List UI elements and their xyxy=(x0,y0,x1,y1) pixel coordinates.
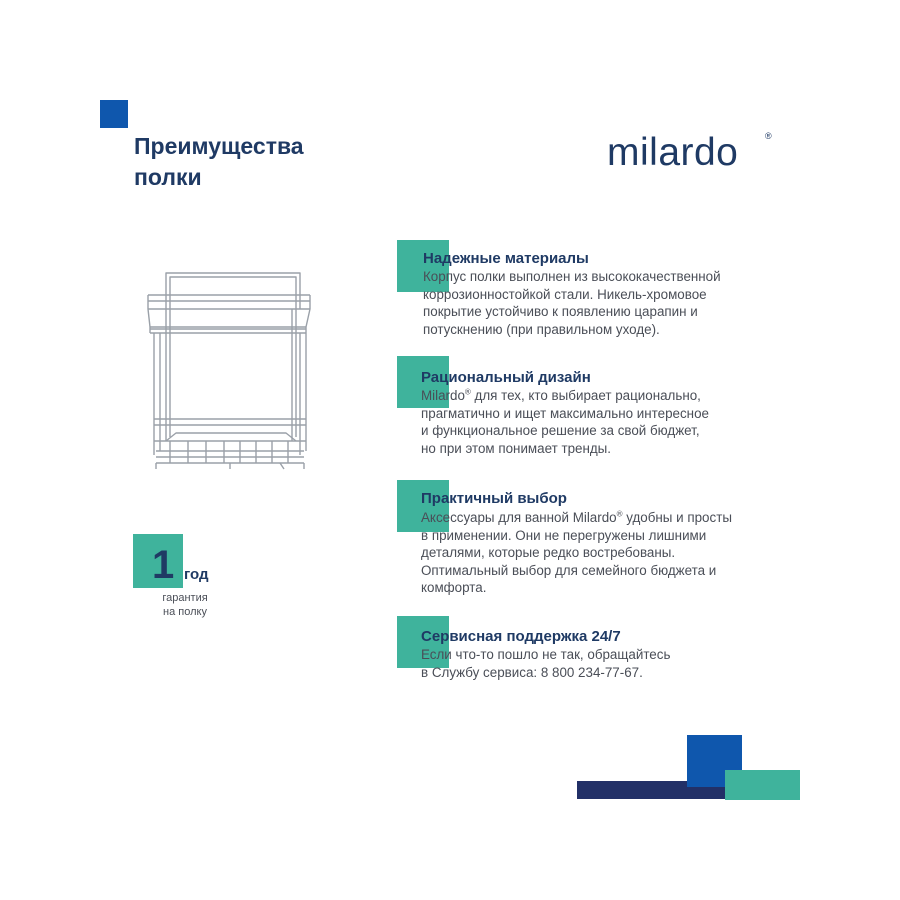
warranty-caption-line2: на полку xyxy=(163,606,207,618)
page-title-line1: Преимущества xyxy=(134,133,304,159)
feature-line-end: удобны и просты xyxy=(622,510,732,525)
feature-line-rest: для тех, кто выбирает рационально, xyxy=(470,388,701,403)
feature-registered-mark: ® xyxy=(464,387,471,397)
feature-line: покрытие устойчиво к появлению царапин и xyxy=(423,304,698,319)
feature-registered-mark: ® xyxy=(616,509,623,519)
feature-line: но при этом понимает тренды. xyxy=(421,440,612,456)
warranty-caption xyxy=(150,591,220,619)
feature-line: Если что-то пошло не так, обращайтесь xyxy=(421,647,671,662)
warranty-number: 1 xyxy=(152,543,175,587)
shelf-product-image xyxy=(140,265,320,475)
feature-line: комфорта. xyxy=(421,580,487,595)
warranty-unit: год xyxy=(184,566,209,583)
feature-line: в Службу сервиса: 8 800 234-77-67. xyxy=(421,664,643,680)
feature-line: Оптимальный выбор для семейного бюджета и xyxy=(421,562,717,578)
feature-description xyxy=(421,646,670,681)
page-title-line2: полки xyxy=(134,164,202,190)
feature-line: и функциональное решение за свой бюджет, xyxy=(421,423,700,438)
feature-line: прагматично и ищет максимально интересное xyxy=(421,405,709,421)
feature-line: коррозионностойкой стали. Никель-хромовое xyxy=(423,286,707,302)
feature-line: потускнению (при правильном уходе). xyxy=(423,321,660,337)
feature-title: Практичный выбор xyxy=(421,490,567,507)
page-title xyxy=(134,131,394,193)
brand-name: milardo xyxy=(607,131,739,174)
brand-logo xyxy=(607,131,772,175)
feature-brand-word: Milardo xyxy=(421,388,465,403)
decorative-teal-block xyxy=(725,770,800,800)
feature-title: Сервисная поддержка 24/7 xyxy=(421,628,621,645)
feature-line: Корпус полки выполнен из высококачественной xyxy=(423,269,721,284)
feature-title: Рациональный дизайн xyxy=(421,369,591,386)
brand-registered-mark: ® xyxy=(765,131,772,141)
feature-line: деталями, которые редко востребованы. xyxy=(421,545,676,560)
feature-title: Надежные материалы xyxy=(423,250,589,267)
feature-line-start: Аксессуары для ванной Milardo xyxy=(421,510,617,525)
feature-description xyxy=(423,268,721,338)
feature-line xyxy=(421,387,709,405)
feature-description xyxy=(421,509,732,597)
warranty-caption-line1: гарантия xyxy=(162,592,208,604)
feature-description xyxy=(421,387,709,457)
feature-line: в применении. Они не перегружены лишними xyxy=(421,527,707,543)
feature-line xyxy=(421,509,732,527)
corner-blue-square xyxy=(100,100,128,128)
